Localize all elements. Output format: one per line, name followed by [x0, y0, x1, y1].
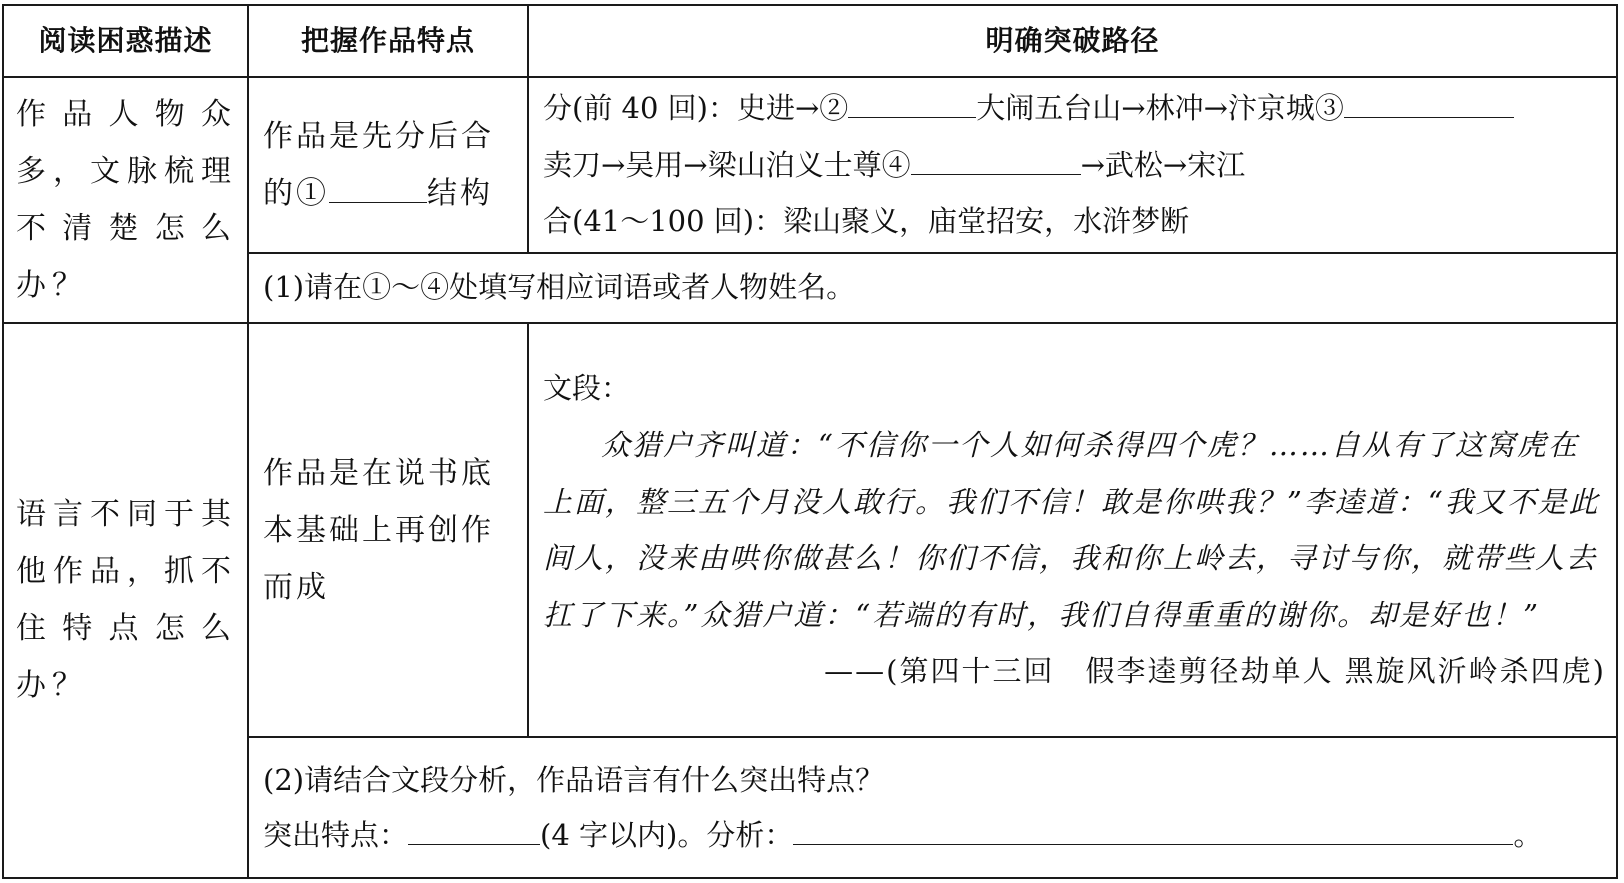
row2-passage: [528, 323, 1617, 738]
header-feature: 把握作品特点: [248, 5, 528, 77]
row1-path: [528, 77, 1617, 253]
header-path: 明确突破路径: [528, 5, 1617, 77]
row1-feature-suffix: 结构: [427, 175, 493, 211]
path-line-3: 合(41～100 回)：梁山聚义，庙堂招安，水浒梦断: [543, 204, 1190, 239]
passage-label: 文段：: [543, 371, 631, 406]
row2-question: 语言不同于其他作品，抓不住特点怎么办？: [3, 323, 248, 878]
row2-feature: 作品是在说书底本基础上再创作而成: [248, 323, 528, 738]
blank-4[interactable]: [911, 142, 1081, 175]
row2-main: [3, 323, 1617, 738]
analysis-label: (4 字以内)。分析：: [540, 817, 794, 852]
task-2-answer-line: [263, 808, 1602, 863]
path-line-1: [543, 80, 1606, 137]
blank-analysis[interactable]: [793, 812, 1513, 845]
path-line-2: [543, 137, 1606, 194]
path-line-2-a: 卖刀→吴用→梁山泊义士尊④: [543, 147, 911, 182]
trait-label: 突出特点：: [263, 817, 409, 852]
blank-1[interactable]: [329, 169, 427, 203]
row1-feature: [248, 77, 528, 253]
row2-task: [248, 737, 1617, 878]
header-confusion: 阅读困惑描述: [3, 5, 248, 77]
guide-table: [2, 4, 1618, 879]
period: 。: [1513, 817, 1543, 852]
header-row: [3, 5, 1617, 77]
blank-trait[interactable]: [408, 812, 540, 845]
path-line-1-a: 分(前 40 回)：史进→②: [543, 91, 849, 126]
passage-text: 众猎户齐叫道：“不信你一个人如何杀得四个虎？……自从有了这窝虎在上面，整三五个月没人敢行。我们不信！敢是你哄我？”李逵道：“我又不是此间人，没来由哄你做甚么！你们不信，我和你上岭去，寻讨与你，就带些人去扛了下来。”众猎户道：“若端的有时，我们自得重重的谢你。却是好也！”: [543, 427, 1600, 632]
row1-question: 作品人物众多，文脉梳理不清楚怎么办？: [3, 77, 248, 323]
blank-3[interactable]: [1344, 85, 1514, 118]
row1-feature-text: 作品是先分后合的①: [263, 118, 494, 211]
blank-2[interactable]: [848, 85, 976, 118]
path-line-1-b: 大闹五台山→林冲→汴京城③: [976, 91, 1344, 126]
task-2-question: (2)请结合文段分析，作品语言有什么突出特点？: [263, 762, 885, 797]
path-line-2-b: →武松→宋江: [1080, 147, 1246, 182]
passage-source: ——(第四十三回 假李逵剪径劫单人 黑旋风沂岭杀四虎): [824, 654, 1606, 689]
row1-main: [3, 77, 1617, 253]
row1-task: (1)请在①～④处填写相应词语或者人物姓名。: [248, 253, 1617, 323]
reading-guide-table: [2, 4, 1618, 879]
